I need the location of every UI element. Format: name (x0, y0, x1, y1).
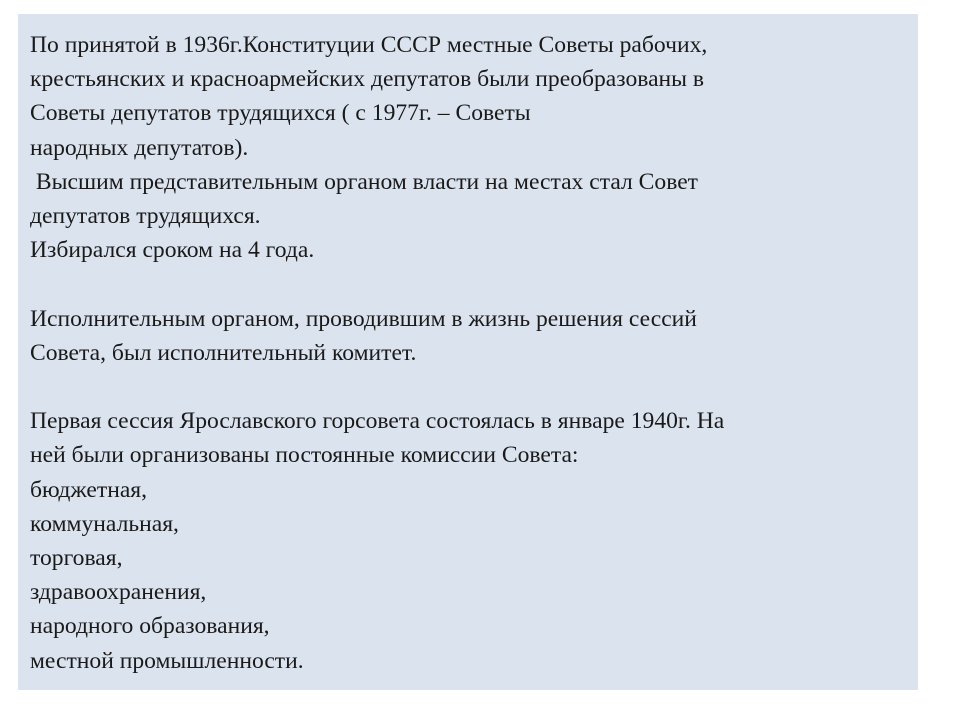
text-line: Совета, был исполнительный комитет. (30, 339, 417, 366)
blank-line (30, 267, 906, 301)
commission-item: торговая, (30, 545, 123, 572)
text-box (18, 14, 918, 690)
text-line: Избирался сроком на 4 года. (30, 237, 315, 264)
text-line: Исполнительным органом, проводившим в жизнь решения сессий (30, 305, 697, 332)
text-line: По принятой в 1936г.Конституции СССР местные Советы рабочих, (30, 32, 708, 58)
text-line: крестьянских и красноармейских депутатов были преобразованы в (30, 66, 705, 93)
text-line: Первая сессия Ярославского горсовета состоялась в январе 1940г. На (30, 408, 725, 435)
commission-item: коммунальная, (30, 510, 179, 537)
commission-item: здравоохранения, (30, 579, 207, 606)
blank-line (30, 370, 906, 404)
commission-item: народного образования, (30, 613, 270, 640)
text-line: депутатов трудящихся. (30, 203, 261, 230)
text-line: ней были организованы постоянные комиссии Совета: (30, 442, 579, 469)
commission-item: местной промышленности. (30, 647, 304, 674)
text-line: Советы депутатов трудящихся ( с 1977г. – Советы (30, 100, 531, 127)
commission-item: бюджетная, (30, 476, 148, 503)
text-line: Высшим представительным органом власти на местах стал Совет (30, 168, 698, 195)
text-line: народных депутатов). (30, 134, 249, 161)
